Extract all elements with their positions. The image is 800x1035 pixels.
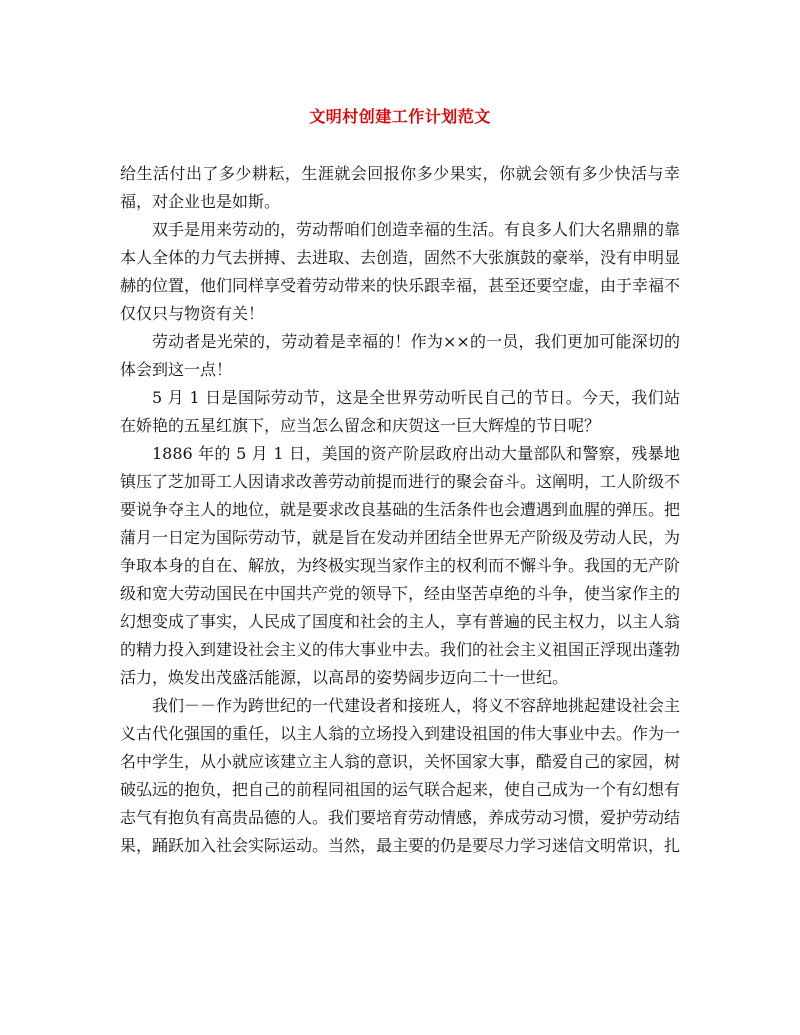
document-title: 文明村创建工作计划范文 — [309, 107, 491, 126]
paragraph-5: 1886 年的 5 月 1 日，美国的资产阶层政府出动大量部队和警察，残暴地镇压了芝加哥工人因请求改善劳动前提而进行的聚会奋斗。这阐明，工人阶级不要说争夺主人的地位，就是要求改良基础的生活条件也会遭遇到血腥的弹压。把蒲月一日定为国际劳动节，就是旨在发动并团结全世界无产阶级及劳动人民，为争取本身的自在、解放，为终极实现当家作主的权利而不懈斗争。我国的无产阶级和宽大劳动国民在中国共产党的领导下，经由坚苦卓绝的斗争，使当家作主的幻想变成了事实，人民成了国度和社会的主人，享有普遍的民主权力，以主人翁的精力投入到建设社会主义的伟大事业中去。我们的社会主义祖国正浮现出蓬勃活力，焕发出茂盛活能源，以高昂的姿势阔步迈向二十一世纪。 — [120, 444, 681, 687]
paragraph-4: 5 月 1 日是国际劳动节，这是全世界劳动听民自己的节日。今天，我们站在娇艳的五星红旗下，应当怎么留念和庆贺这一巨大辉煌的节日呢？ — [120, 388, 680, 435]
paragraph-3: 劳动者是光荣的，劳动着是幸福的！作为××的一员，我们更加可能深切的体会到这一点！ — [120, 332, 680, 379]
paragraph-6: 我们－－作为跨世纪的一代建设者和接班人，将义不容辞地挑起建设社会主义古代化强国的重任，以主人翁的立场投入到建设祖国的伟大事业中去。作为一名中学生，从小就应该建立主人翁的意识，关怀国家大事，酷爱自己的家园，树破弘远的抱负，把自己的前程同祖国的运气联合起来，使自己成为一个有幻想有志气有抱负有高贵品德的人。我们要培育劳动情感，养成劳动习惯，爱护劳动结果，踊跃加入社会实际运动。当然，最主要的仍是要尽力学习迷信文明常识，扎 — [120, 696, 681, 855]
paragraph-2: 双手是用来劳动的，劳动帮咱们创造幸福的生活。有良多人们大名鼎鼎的靠本人全体的力气去拼搏、去进取、去创造，固然不大张旗鼓的豪举，没有申明显赫的位置，他们同样享受着劳动带来的快乐跟幸福，甚至还要空虚，由于幸福不仅仅只与物资有关！ — [120, 220, 681, 323]
paragraph-1: 给生活付出了多少耕耘，生涯就会回报你多少果实，你就会领有多少快活与幸福，对企业也是如斯。 — [120, 164, 680, 211]
document-body — [120, 160, 680, 860]
